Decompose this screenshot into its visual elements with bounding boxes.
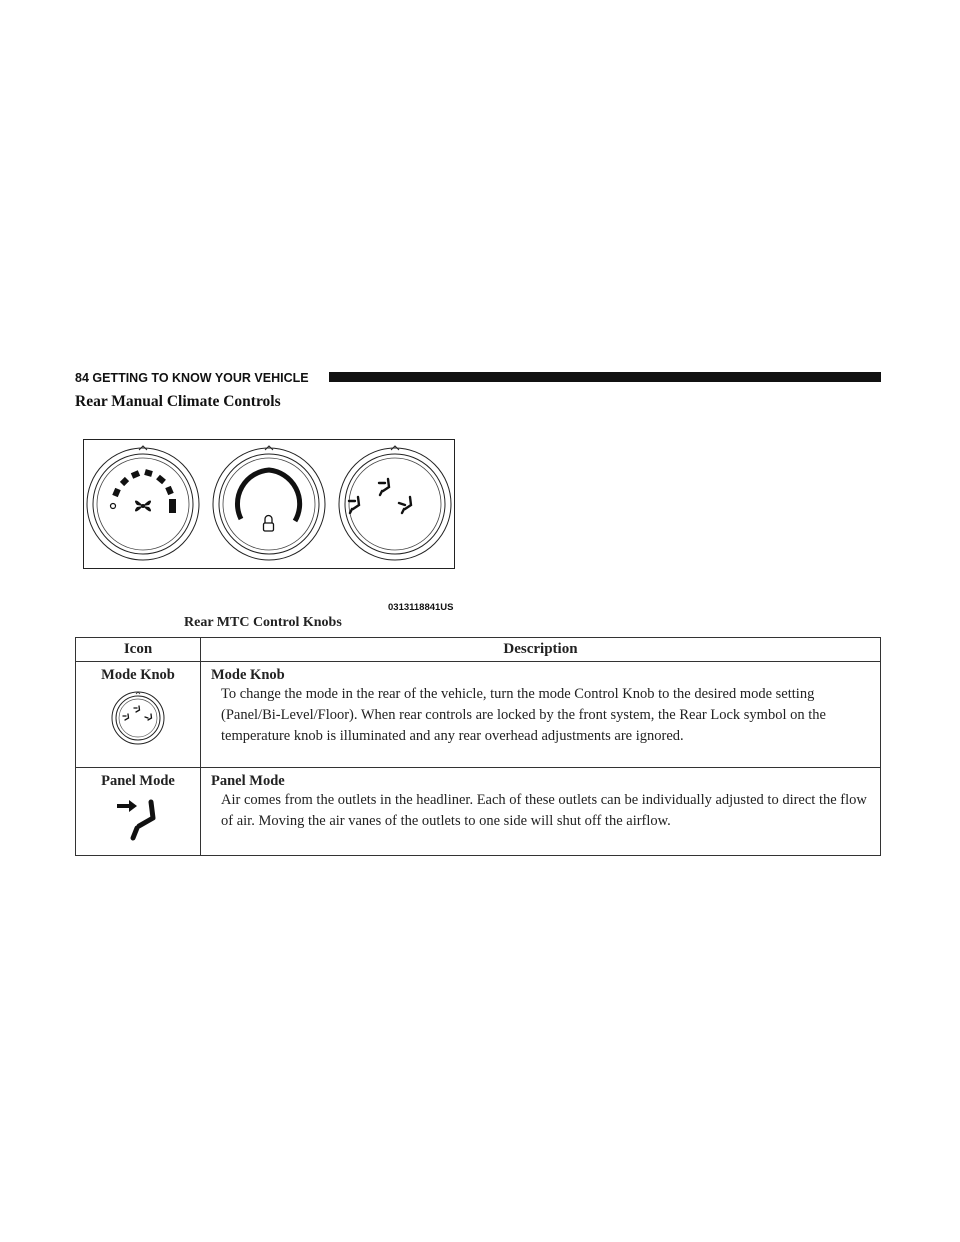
- page-number-title: 84 GETTING TO KNOW YOUR VEHICLE: [75, 371, 309, 385]
- icon-cell: [76, 662, 201, 768]
- table-header-row: [76, 638, 881, 662]
- description-cell: [201, 662, 881, 768]
- icon-label: Panel Mode: [101, 773, 175, 789]
- section-title: Rear Manual Climate Controls: [75, 393, 281, 410]
- column-header-icon: Icon: [76, 638, 201, 662]
- icon-description-table: [75, 637, 881, 856]
- description-title: Panel Mode: [211, 773, 285, 789]
- mode-knob-icon: [110, 690, 166, 746]
- description-cell: [201, 768, 881, 856]
- panel-mode-icon: [113, 796, 163, 842]
- page-header: [75, 370, 881, 386]
- table-row: [76, 662, 881, 768]
- figure-caption: Rear MTC Control Knobs: [184, 615, 342, 630]
- description-text: Air comes from the outlets in the headliner. Each of these outlets can be individually adjusted to direct the flow of air. Moving the air vanes of the outlets to one side will shut off the airflow.: [221, 792, 867, 829]
- description-text: To change the mode in the rear of the vehicle, turn the mode Control Knob to the desired mode setting (Panel/Bi-Level/Floor). When rear controls are locked by the front system, the Rear Lock symbol on the temperature knob is illuminated and any rear overhead adjustments are ignored.: [221, 686, 826, 744]
- table-row: [76, 768, 881, 856]
- description-title: Mode Knob: [211, 667, 285, 683]
- rear-control-knobs-figure: [83, 439, 455, 569]
- figure-code: 0313118841US: [388, 602, 454, 613]
- icon-label: Mode Knob: [101, 667, 175, 683]
- header-rule: [329, 372, 881, 382]
- column-header-description: Description: [201, 638, 881, 662]
- icon-cell: [76, 768, 201, 856]
